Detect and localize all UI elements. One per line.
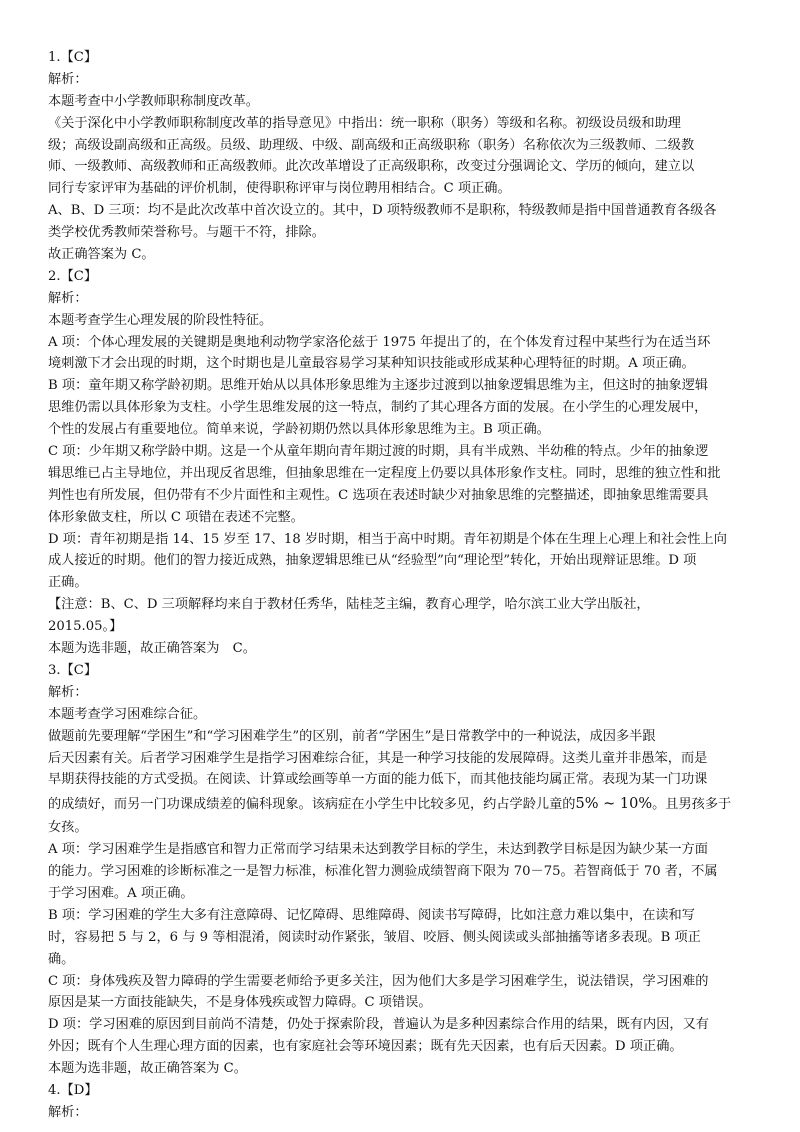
q3-line: 做题前先要理解“学困生”和“学习困难学生”的区别，前者“学困生”是日常教学中的一种说法，成因多半跟: [48, 728, 656, 744]
q1-line: 本题考查中小学教师职称制度改革。: [48, 93, 259, 109]
q4-analysis-label: 解析：: [48, 1104, 88, 1120]
q3-analysis-label: 解析：: [48, 684, 88, 700]
q1-line: 故正确答案为 C。: [48, 247, 155, 263]
q3-line: 本题考查学习困难综合征。: [48, 706, 207, 722]
q2-note: 2015.05。】: [48, 619, 123, 635]
q2-note: 【注意：B、C、D 三项解释均来自于教材任秀华，陆桂芝主编，教育心理学，哈尔滨工业大学出版社，: [48, 597, 650, 613]
q1-answer: 1.【C】: [48, 50, 98, 65]
q3-line: 于学习困难。A 项正确。: [48, 885, 194, 901]
q3-line: 确。: [48, 951, 75, 967]
q1-line: A、B、D 三项：均不是此次改革中首次设立的。其中，D 项特级教师不是职称，特级教师是指中国普通教育各级各: [48, 203, 717, 219]
q3-line: 原因是某一方面技能缺失，不是身体残疾或智力障碍。C 项错误。: [48, 995, 432, 1011]
q2-answer: 2.【C】: [48, 268, 98, 284]
q4-answer: 4.【D】: [48, 1082, 98, 1098]
q3-line: A 项：学习困难学生是指感官和智力正常而学习结果未达到教学目标的学生，未达到教学目标是因为缺少某一方面: [48, 842, 708, 858]
q2-line: 成人接近的时期。他们的智力接近成熟，抽象逻辑思维已从“经验型”向“理论型”转化，开始出现辩证思维。D 项: [48, 553, 697, 569]
q3-line: D 项：学习困难的原因到目前尚不清楚，仍处于探索阶段，普遍认为是多种因素综合作用的结果，既有内因，又有: [48, 1017, 709, 1033]
q2-line: 思维仍需以具体形象为支柱。小学生思维发展的这一特点，制约了其心理各方面的发展。在小学生的心理发展中，: [48, 400, 708, 416]
q3-line: 女孩。: [48, 820, 88, 836]
q2-line: 本题为选非题，故正确答案为 C。: [48, 641, 256, 657]
q2-line: 体形象做支柱，所以 C 项错在表述不完整。: [48, 509, 304, 525]
q3-line: C 项：身体残疾及智力障碍的学生需要老师给予更多关注，因为他们大多是学习困难学生，说法错误，学习困难的: [48, 973, 709, 989]
q2-line: 本题考查学生心理发展的阶段性特征。: [48, 312, 273, 328]
q1-line: 师、一级教师、高级教师和正高级教师。此次改革增设了正高级职称，改变过分强调论文、学历的倾向，建立以: [48, 159, 695, 175]
q2-line: 个性的发展占有重要地位。简单来说，学龄初期仍然以具体形象思维为主。B 项正确。: [48, 422, 550, 438]
q2-line: 判性也有所发展，但仍带有不少片面性和主观性。C 选项在表述时缺少对抽象思维的完整描述，即抽象思维需要具: [48, 487, 709, 503]
q2-line: A 项：个体心理发展的关键期是奥地利动物学家洛伦兹于 1975 年提出了的，在个体发育过程中某些行为在适当环: [48, 334, 711, 350]
q3-line: 的能力。学习困难的诊断标准之一是智力标准，标准化智力测验成绩智商下限为 70－75。若智商低于 70 者，不属: [48, 864, 718, 880]
q2-line: B 项：童年期又称学龄初期。思维开始从以具体形象思维为主逐步过渡到以抽象逻辑思维为主，但这时的抽象逻辑: [48, 378, 709, 394]
q3-line: 外因；既有个人生理心理方面的因素，也有家庭社会等环境因素；既有先天因素，也有后天因素。D 项正确。: [48, 1039, 683, 1055]
q2-line: D 项：青年初期是指 14、15 岁至 17、18 岁时期，相当于高中时期。青年初期是个体在生理上心理上和社会性上向: [48, 531, 727, 547]
q3-line: 本题为选非题，故正确答案为 C。: [48, 1061, 247, 1077]
q3-line: 后天因素有关。后者学习困难学生是指学习困难综合征，其是一种学习技能的发展障碍。这类儿童并非愚笨，而是: [48, 750, 708, 766]
q3-line-text: 的成绩好，而另一门功课成绩差的偏科现象。该病症在小学生中比较多见，约占学龄儿童的: [48, 797, 576, 813]
percent-range-math: 5% ~ 10%: [575, 796, 653, 813]
q1-line: 《关于深化中小学教师职称制度改革的指导意见》中指出：统一职称（职务）等级和名称。初级设员级和助理: [48, 115, 681, 131]
q1-line: 级；高级设副高级和正高级。员级、助理级、中级、副高级和正高级职称（职务）名称依次为三级教师、二级教: [48, 137, 695, 153]
q2-line: 正确。: [48, 575, 88, 591]
q3-line-text: 。且男孩多于: [652, 797, 732, 813]
q3-answer: 3.【C】: [48, 662, 98, 678]
q2-line: 辑思维已占主导地位，并出现反省思维，但抽象思维在一定程度上仍要以具体形象作支柱。同时，思维的独立性和批: [48, 465, 721, 481]
q2-line: C 项：少年期又称学龄中期。这是一个从童年期向青年期过渡的时期，具有半成熟、半幼稚的特点。少年的抽象逻: [48, 444, 709, 460]
q1-line: 类学校优秀教师荣誉称号。与题干不符，排除。: [48, 225, 325, 241]
q3-line: 时，容易把 5 与 2，6 与 9 等相混淆，阅读时动作紧张，皱眉、咬唇、侧头阅读或头部抽搐等诸多表现。B 项正: [48, 929, 701, 945]
q1-analysis-label: 解析：: [48, 71, 88, 87]
q2-line: 境刺激下才会出现的时期，这个时期也是儿童最容易学习某种知识技能或形成某种心理特征的时期。A 项正确。: [48, 356, 695, 372]
q3-percent-line: [48, 791, 752, 817]
q3-line: 早期获得技能的方式受损。在阅读、计算或绘画等单一方面的能力低下，而其他技能均属正常。表现为某一门功课: [48, 772, 708, 788]
q3-line: B 项：学习困难的学生大多有注意障碍、记忆障碍、思维障碍、阅读书写障碍，比如注意力难以集中，在读和写: [48, 907, 695, 923]
q1-line: 同行专家评审为基础的评价机制，使得职称评审与岗位聘用相结合。C 项正确。: [48, 181, 511, 197]
q2-analysis-label: 解析：: [48, 290, 88, 306]
